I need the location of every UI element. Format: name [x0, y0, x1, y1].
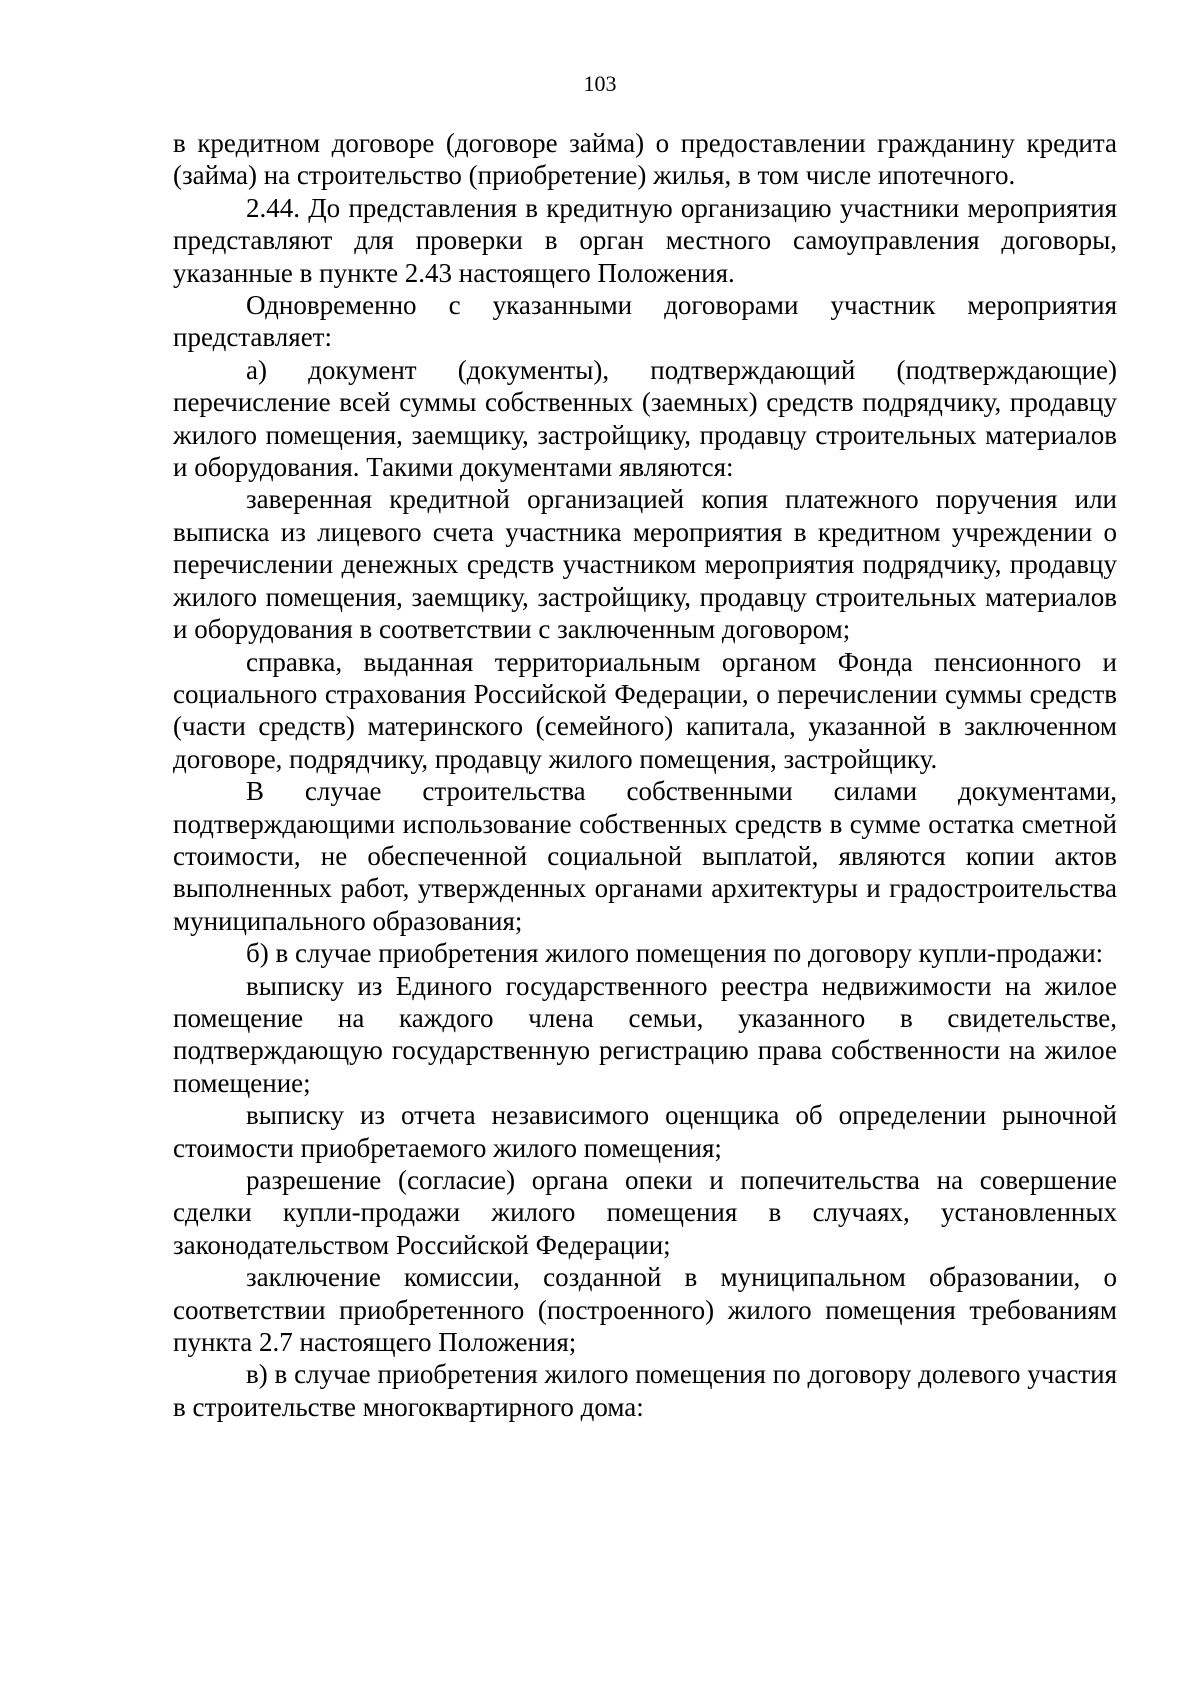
paragraph-item-a: а) документ (документы), подтверждающий (подтверждающие) перечисление всей суммы собственных (заемных) средств подрядчику, продавцу жилого помещения, заемщику, застройщику, продавцу строительных материалов и оборудования. Такими документами являются: — [173, 354, 1117, 483]
paragraph-2-44: 2.44. До представления в кредитную организацию участники мероприятия представляют для проверки в орган местного самоуправления договоры, указанные в пункте 2.43 настоящего Положения. — [173, 192, 1117, 288]
paragraph-own-construction: В случае строительства собственными силами документами, подтверждающими использование собственных средств в сумме остатка сметной стоимости, не обеспеченной социальной выплатой, являются копии актов выполненных работ, утвержденных органами архитектуры и градостроительства муниципального образования; — [173, 776, 1117, 936]
paragraph-loan-agreement-continuation: в кредитном договоре (договоре займа) о предоставлении гражданину кредита (займа) на строительство (приобретение) жилья, в том числе ипотечного. — [173, 128, 1117, 191]
paragraph-pension-fund-certificate: справка, выданная территориальным органом Фонда пенсионного и социального страхования Российской Федерации, о перечислении суммы средств (части средств) материнского (семейного) капитала, указанной в заключенном договоре, подрядчику, продавцу жилого помещения, застройщику. — [173, 646, 1117, 774]
document-body — [173, 127, 1117, 1423]
page-number: 103 — [583, 71, 617, 96]
paragraph-appraiser-report: выписку из отчета независимого оценщика об определении рыночной стоимости приобретаемого жилого помещения; — [173, 1100, 1117, 1163]
paragraph-item-v: в) в случае приобретения жилого помещения по договору долевого участия в строительстве многоквартирного дома: — [173, 1359, 1117, 1422]
paragraph-simultaneously: Одновременно с указанными договорами участник мероприятия представляет: — [173, 290, 1117, 353]
paragraph-registry-extract: выписку из Единого государственного реестра недвижимости на жилое помещение на каждого члена семьи, указанного в свидетельстве, подтверждающую государственную регистрацию права собственности на жилое помещение; — [173, 970, 1117, 1098]
paragraph-payment-order-copy: заверенная кредитной организацией копия платежного поручения или выписка из лицевого счета участника мероприятия в кредитном учреждении о перечислении денежных средств участником мероприятия подрядчику, продавцу жилого помещения, заемщику, застройщику, продавцу строительных материалов и оборудования в соответствии с заключенным договором; — [173, 484, 1117, 645]
paragraph-item-b: б) в случае приобретения жилого помещения по договору купли-продажи: — [246, 938, 1104, 969]
paragraph-guardianship-permission: разрешение (согласие) органа опеки и попечительства на совершение сделки купли-продажи жилого помещения в случаях, установленных законодательством Российской Федерации; — [173, 1165, 1117, 1260]
paragraph-commission-conclusion: заключение комиссии, созданной в муниципальном образовании, о соответствии приобретенного (построенного) жилого помещения требованиям пункта 2.7 настоящего Положения; — [173, 1262, 1117, 1358]
